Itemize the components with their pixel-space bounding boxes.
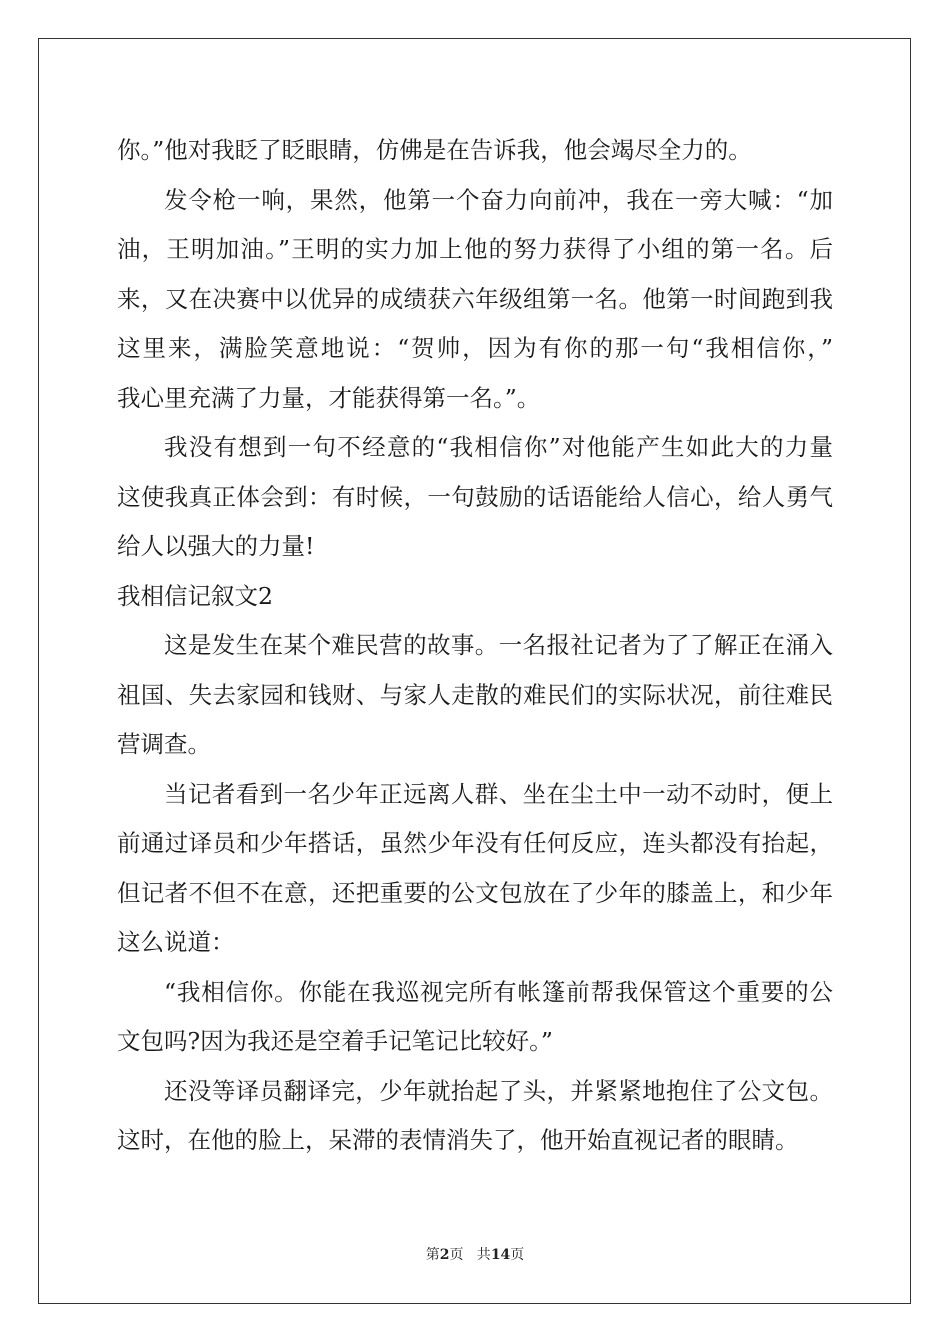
text-line: 油，王明加油。”王明的实力加上他的努力获得了小组的第一名。后 [117, 235, 833, 263]
text-line: 给人以强大的力量! [117, 532, 315, 560]
footer-prefix: 第 [425, 1247, 440, 1263]
text-line: 这么说道： [117, 928, 235, 956]
text-line: 来，又在决赛中以优异的成绩获六年级组第一名。他第一时间跑到我 [117, 284, 833, 313]
text-line: 这是发生在某个难民营的故事。一名报社记者为了了解正在涌入 [164, 631, 833, 659]
text-line: 这里来，满脸笑意地说：“贺帅，因为有你的那一句“我相信你，” [117, 334, 833, 362]
text-line: 这时，在他的脸上，呆滞的表情消失了，他开始直视记者的眼睛。 [117, 1126, 799, 1154]
footer-page-number: 2 [439, 1247, 450, 1263]
footer-total-pages: 14 [490, 1247, 511, 1263]
text-line: 发令枪一响，果然，他第一个奋力向前冲，我在一旁大喊：“加 [164, 185, 833, 214]
text-line: “我相信你。你能在我巡视完所有帐篷前帮我保管这个重要的公 [164, 977, 833, 1006]
text-line: 文包吗?因为我还是空着手记笔记比较好。” [117, 1027, 553, 1055]
text-line: 但记者不但不在意，还把重要的公文包放在了少年的膝盖上，和少年 [117, 878, 833, 907]
footer-middle: 页 共 [449, 1247, 491, 1263]
text-line: 这使我真正体会到：有时候，一句鼓励的话语能给人信心，给人勇气 [117, 482, 833, 511]
text-line: 祖国、失去家园和钱财、与家人走散的难民们的实际状况，前往难民 [117, 680, 833, 709]
page-footer [0, 1244, 950, 1264]
text-line: 还没等译员翻译完，少年就抬起了头，并紧紧地抱住了公文包。 [164, 1076, 833, 1105]
text-line: 我心里充满了力量，才能获得第一名。”。 [117, 383, 541, 412]
text-line: 你。”他对我眨了眨眼睛，仿佛是在告诉我，他会竭尽全力的。 [117, 136, 752, 164]
text-line: 当记者看到一名少年正远离人群、坐在尘土中一动不动时，便上 [164, 779, 833, 808]
footer-suffix: 页 [510, 1247, 525, 1263]
text-line: 我没有想到一句不经意的“我相信你”对他能产生如此大的力量 [164, 433, 833, 461]
section-heading: 我相信记叙文2 [117, 581, 273, 610]
text-line: 营调查。 [117, 730, 211, 758]
text-line: 前通过译员和少年搭话，虽然少年没有任何反应，连头都没有抬起， [117, 829, 833, 857]
document-body [117, 126, 833, 1166]
